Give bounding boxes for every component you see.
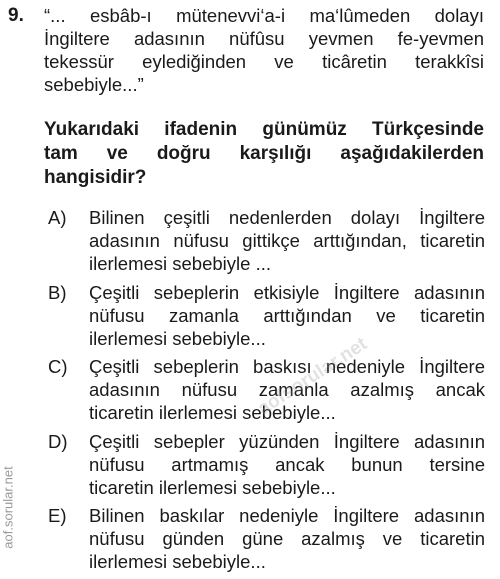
question-quote [44,4,484,96]
quote-line: tekessür eylediğinden ve ticâretin terakkîsi [44,51,484,72]
option-line: ticaretin ilerlemesi sebebiyle... [89,402,336,423]
option-line: nüfusu günden güne azalmış ve ticaretin [89,528,485,549]
option-text [89,206,485,275]
option-a[interactable] [48,206,488,278]
option-line: nüfusu artmamış ancak bunun tersine [89,453,485,475]
option-line: adasının nüfusu gittikçe arttığından, ticaretin [89,230,485,251]
option-letter: A) [48,207,67,228]
option-line: Bilinen baskılar nedeniyle İngiltere adasının [89,505,485,526]
stem-line: tam ve doğru karşılığı aşağıdakilerden [44,143,484,164]
option-line: ilerlemesi sebebiyle... [89,551,266,572]
center-watermark: aofsorular.net [254,333,371,420]
option-d[interactable] [48,430,488,502]
option-letter: B) [48,281,67,303]
stem-line: Yukarıdaki ifadenin günümüz Türkçesinde [44,119,484,140]
option-letter: C) [48,356,68,377]
question-stem [44,118,484,190]
question-number: 9. [8,5,24,26]
option-text [89,504,485,573]
option-line: Bilinen çeşitli nedenlerden dolayı İngiltere [89,207,485,228]
stem-line: hangisidir? [44,167,147,188]
quote-line: “... esbâb-ı mütenevvi‘a-i ma‘lûmeden dolayı [44,5,484,26]
option-text [89,430,485,499]
option-line: adasının nüfusu zamanla azalmış ancak [89,379,485,400]
option-c[interactable] [48,355,488,427]
option-letter: E) [48,505,67,526]
option-line: Çeşitli sebeplerin etkisiyle İngiltere adasının [89,281,485,303]
option-e[interactable] [48,504,488,576]
option-text [89,355,485,424]
option-line: ilerlemesi sebebiyle ... [89,253,271,274]
option-line: Çeşitli sebepler yüzünden İngiltere adasının [89,430,485,452]
side-watermark: aof.sorular.net [0,466,16,549]
option-b[interactable] [48,281,488,353]
quote-line: sebebiyle...” [44,74,144,95]
option-line: Çeşitli sebeplerin baskısı nedeniyle İngiltere [89,356,485,377]
option-letter: D) [48,430,68,452]
answer-options [48,206,488,579]
option-line: ticaretin ilerlemesi sebebiyle... [89,476,336,498]
quote-line: İngiltere adasının nüfûsu yevmen fe-yevmen [44,28,484,49]
option-line: nüfusu zamanla arttığından ve ticaretin [89,304,485,326]
option-text [89,281,485,350]
option-line: ilerlemesi sebebiyle... [89,327,266,349]
